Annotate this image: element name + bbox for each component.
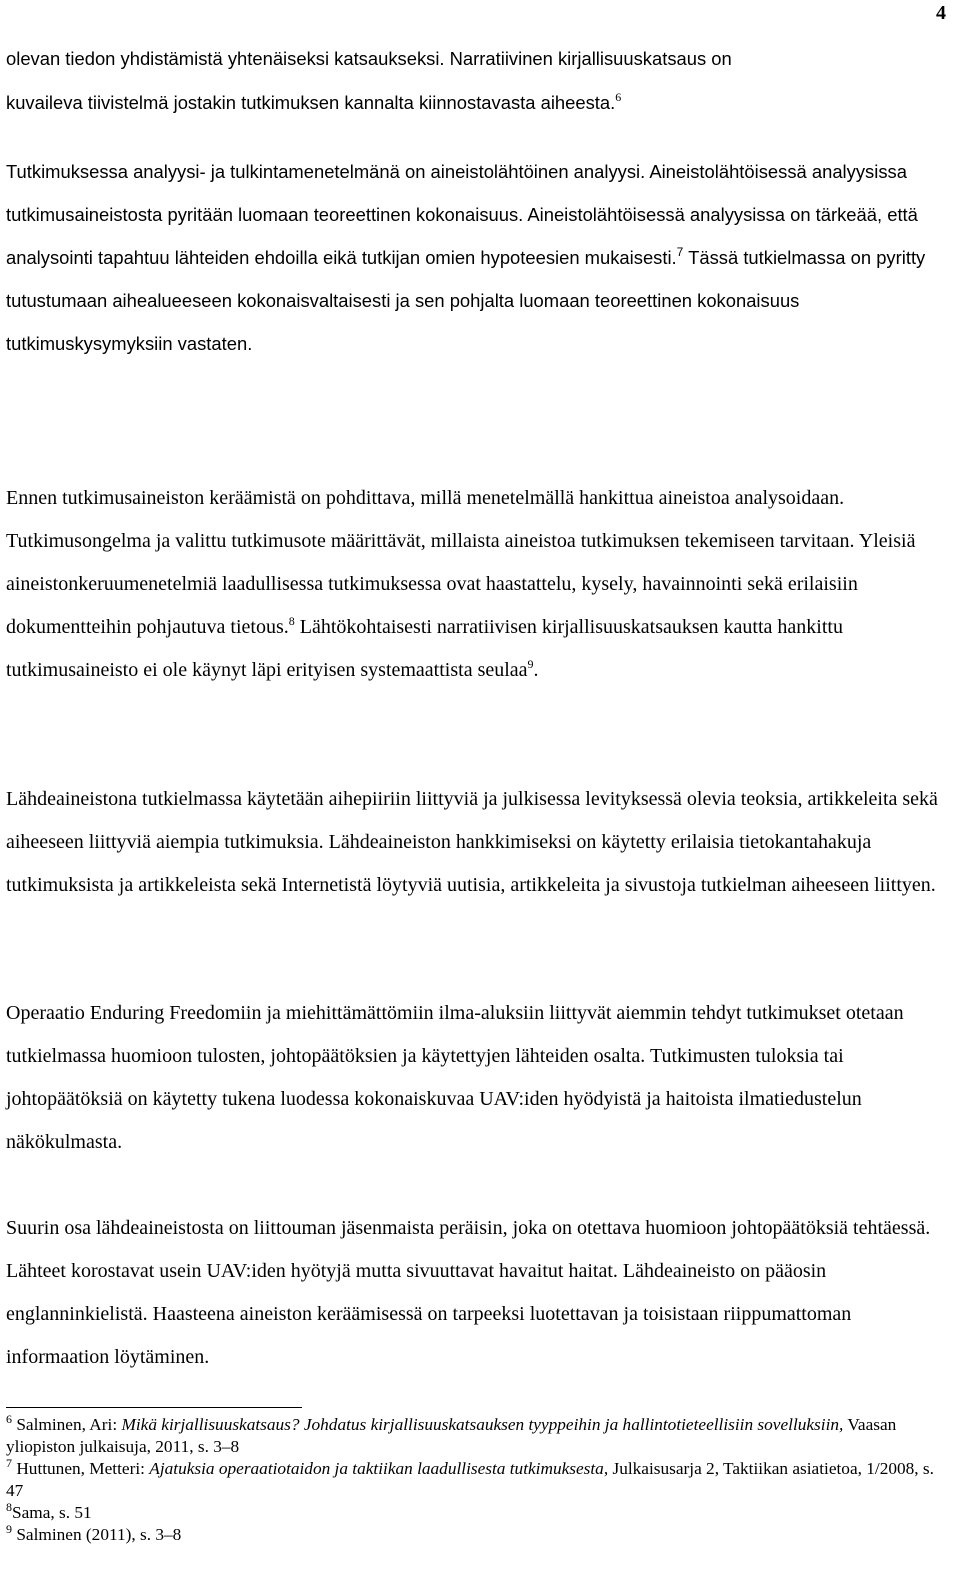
footnote-7-title: Ajatuksia operaatiotaidon ja taktiikan laadullisesta tutkimuksesta xyxy=(149,1459,604,1478)
paragraph-1-line-2: kuvaileva tiivistelmä jostakin tutkimuksen kannalta kiinnostavasta aiheesta. xyxy=(6,92,616,113)
footnote-ref-6: 6 xyxy=(615,90,622,104)
footnote-8-number: 8 xyxy=(6,1500,12,1514)
paragraph-6: Suurin osa lähdeaineistosta on liittouman jäsenmaista peräisin, joka on otettava huomioon johtopäätöksiä tehtäessä. Lähteet korostavat usein UAV:iden hyötyjä mutta sivuuttavat havaitut haitat. Lähdeaineisto on pääosin englanninkielistä. Haasteena aineiston keräämisessä on tarpeeksi luotettavan ja toisistaan riippumattoman informaation löytäminen. xyxy=(6,1217,931,1368)
footnote-7-author: Huttunen, Metteri: xyxy=(12,1459,150,1478)
footnote-9-number: 9 xyxy=(6,1522,12,1536)
page-number: 4 xyxy=(936,2,946,24)
paragraph-3-text-3: . xyxy=(533,659,539,681)
footnote-6-author: Salminen, Ari: xyxy=(12,1415,122,1434)
paragraph-5: Operaatio Enduring Freedomiin ja miehittämättömiin ilma-aluksiin liittyvät aiemmin tehdyt tutkimukset otetaan tutkielmassa huomioon tulosten, johtopäätöksien ja käytettyjen lähteiden osalta. Tutkimusten tuloksia tai johtopäätöksiä on käytetty tukena luodessa kokonaiskuvaa UAV:iden hyödyistä ja haitoista ilmatiedustelun näkökulmasta. xyxy=(6,1002,904,1153)
footnote-8-text: Sama, s. 51 xyxy=(12,1503,92,1522)
paragraph-1-line-1: olevan tiedon yhdistämistä yhtenäiseksi katsaukseksi. Narratiivinen kirjallisuuskatsaus on xyxy=(6,48,732,69)
footnote-9 xyxy=(6,1524,950,1546)
paragraph-2-text-2: Tässä tutkielmassa on pyritty tutustumaan aihealueeseen kokonaisvaltaisesti ja sen pohjalta luomaan teoreettinen kokonaisuus tutkimuskysymyksiin vastaten. xyxy=(6,247,926,354)
paragraph-2 xyxy=(6,150,950,365)
footnote-7-number: 7 xyxy=(6,1456,12,1470)
footnotes xyxy=(6,1414,950,1546)
footnote-ref-9: 9 xyxy=(527,657,534,671)
footnote-ref-8: 8 xyxy=(288,614,295,628)
footnote-7-rest: , Julkaisusarja 2, Taktiikan asiatietoa, 1/2008, s. 47 xyxy=(6,1459,934,1500)
footnote-8 xyxy=(6,1502,950,1524)
footnote-6-rest: Vaasan yliopiston julkaisuja, 2011, s. 3–8 xyxy=(6,1415,897,1456)
paragraph-3-text-2: Lähtökohtaisesti narratiivisen kirjallisuuskatsauksen kautta hankittu tutkimusaineisto ei ole käynyt läpi erityisen systemaattista seulaa xyxy=(6,616,843,681)
footnote-6-title: Mikä kirjallisuuskatsaus? Johdatus kirjallisuuskatsauksen tyyppeihin ja hallintotieteellisiin sovelluksiin, xyxy=(121,1415,844,1434)
footnote-6-number: 6 xyxy=(6,1412,12,1426)
paragraph-2-text-1: Tutkimuksessa analyysi- ja tulkintamenetelmänä on aineistolähtöinen analyysi. Aineistolähtöisessä analyysissa tutkimusaineistosta pyritään luomaan teoreettinen kokonaisuus. Aineistolähtöisessä analyysissa on tärkeää, että analysointi tapahtuu lähteiden ehdoilla eikä tutkijan omien hypoteesien mukaisesti. xyxy=(6,161,918,268)
paragraph-4: Lähdeaineistona tutkielmassa käytetään aihepiiriin liittyviä ja julkisessa levityksessä olevia teoksia, artikkeleita sekä aiheeseen liittyviä aiempia tutkimuksia. Lähdeaineiston hankkimiseksi on käytetty erilaisia tietokantahakuja tutkimuksista ja artikkeleista sekä Internetistä löytyviä uutisia, artikkeleita ja sivustoja tutkielman aiheeseen liittyen. xyxy=(6,788,938,896)
footnote-separator xyxy=(6,1407,302,1408)
footnote-7 xyxy=(6,1458,950,1502)
footnote-6 xyxy=(6,1414,950,1458)
footnote-9-text: Salminen (2011), s. 3–8 xyxy=(12,1525,182,1544)
footnote-ref-7: 7 xyxy=(676,245,684,259)
paragraph-3-text-1: Ennen tutkimusaineiston keräämistä on pohdittava, millä menetelmällä hankittua aineistoa analysoidaan. Tutkimusongelma ja valittu tutkimusote määrittävät, millaista aineistoa tutkimuksen tekemiseen tarvitaan. Yleisiä aineistonkeruumenetelmiä laadullisessa tutkimuksessa ovat haastattelu, kysely, havainnointi sekä erilaisiin dokumentteihin pohjautuva tietous. xyxy=(6,487,916,638)
paragraph-3 xyxy=(6,477,950,692)
paragraph-1 xyxy=(6,37,950,125)
